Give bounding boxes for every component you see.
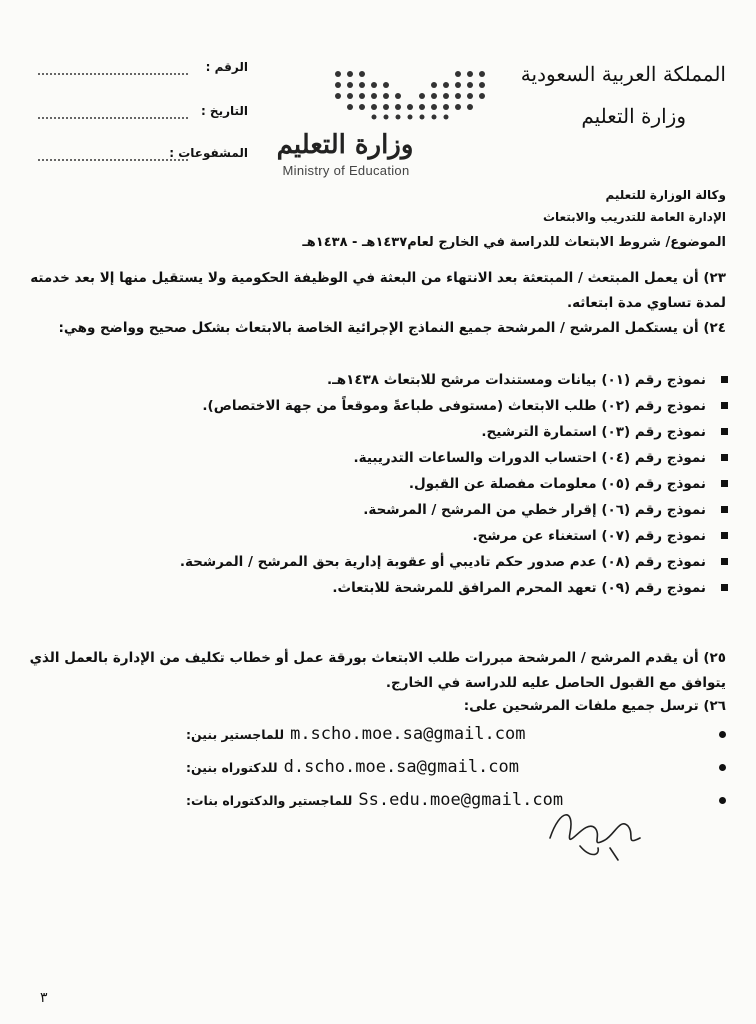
agency-line-1: وكالة الوزارة للتعليم — [605, 188, 726, 202]
handwritten-signature-icon — [540, 798, 660, 868]
logo-arabic-text: وزارة التعليم — [276, 130, 414, 160]
email-recipient-label: للماجستير والدكتوراه بنات: — [186, 792, 353, 808]
date-field — [38, 104, 248, 124]
list-item — [58, 550, 728, 574]
number-label: الرقم : — [205, 60, 248, 74]
list-item — [58, 394, 728, 418]
list-item — [58, 576, 728, 600]
list-item-text: نموذج رقم (٠٦) إقرار خطي من المرشح / المرشحة. — [363, 502, 706, 518]
forms-list — [58, 368, 728, 602]
list-item-text: نموذج رقم (٠٩) تعهد المحرم المرافق للمرشحة للابتعاث. — [332, 580, 706, 596]
date-field-line — [38, 117, 188, 119]
round-bullet-icon — [719, 764, 726, 771]
email-item-phd-male — [186, 753, 726, 781]
list-item-text: نموذج رقم (٠٤) احتساب الدورات والساعات التدريبية. — [353, 450, 706, 466]
attachments-label: المشفوعات : — [169, 146, 248, 160]
list-item-text: نموذج رقم (٠٨) عدم صدور حكم تاديبي أو عقوبة إدارية بحق المرشح / المرشحة. — [179, 554, 706, 570]
number-field-line — [38, 73, 188, 75]
item-26: ٢٦) ترسل جميع ملفات المرشحين على: — [463, 698, 726, 714]
attachments-field-line — [38, 159, 188, 161]
email-item-masters-male — [186, 720, 726, 748]
list-item — [58, 472, 728, 496]
list-item-text: نموذج رقم (٠١) بيانات ومستندات مرشح للابتعاث ١٤٣٨هـ. — [326, 372, 706, 388]
list-item — [58, 420, 728, 444]
list-item — [58, 446, 728, 470]
square-bullet-icon — [721, 558, 728, 565]
square-bullet-icon — [721, 480, 728, 487]
email-recipient-label: للماجستير بنين: — [186, 726, 285, 742]
attachments-field — [38, 146, 248, 166]
agency-line-2: الإدارة العامة للتدريب والابتعاث — [542, 210, 726, 224]
list-item-text: نموذج رقم (٠٥) معلومات مفصلة عن القبول. — [408, 476, 706, 492]
square-bullet-icon — [721, 506, 728, 513]
list-item-text: نموذج رقم (٠٢) طلب الابتعاث (مستوفى طباعةً وموقعاً من جهة الاختصاص). — [202, 398, 706, 414]
item-25: ٢٥) أن يقدم المرشح / المرشحة مبررات طلب الابتعاث بورقة عمل أو خطاب تكليف من الإدارة بالعمل الذي يتوافق مع القبول الحاصل عليه للدراسة في الخارج. — [29, 650, 726, 691]
subject-line: الموضوع/ شروط الابتعاث للدراسة في الخارج لعام١٤٣٧هـ - ١٤٣٨هـ — [302, 235, 726, 250]
email-address[interactable]: m.scho.moe.sa@gmail.com — [290, 724, 526, 744]
kingdom-title: المملكة العربية السعودية — [520, 62, 726, 86]
square-bullet-icon — [721, 532, 728, 539]
email-address[interactable]: d.scho.moe.sa@gmail.com — [283, 757, 519, 777]
square-bullet-icon — [721, 428, 728, 435]
round-bullet-icon — [719, 731, 726, 738]
list-item — [58, 498, 728, 522]
list-item — [58, 368, 728, 392]
date-label: التاريخ : — [200, 104, 248, 118]
square-bullet-icon — [721, 402, 728, 409]
square-bullet-icon — [721, 376, 728, 383]
list-item-text: نموذج رقم (٠٧) استغناء عن مرشح. — [472, 528, 706, 544]
email-address[interactable]: Ss.edu.moe@gmail.com — [358, 790, 564, 810]
item-24: ٢٤) أن يستكمل المرشح / المرشحة جميع النماذج الإجرائية الخاصة بالابتعاث بشكل صحيح وواضح وهي: — [58, 320, 726, 336]
round-bullet-icon — [719, 797, 726, 804]
agency-block — [543, 184, 726, 228]
number-field — [38, 60, 248, 80]
logo-english-text: Ministry of Education — [282, 163, 410, 178]
email-recipient-label: للدكتوراه بنين: — [186, 759, 278, 775]
square-bullet-icon — [721, 454, 728, 461]
ministry-title: وزارة التعليم — [581, 104, 686, 128]
ministry-logo-icon — [330, 64, 490, 120]
page-number: ٣ — [40, 990, 48, 1006]
list-item — [58, 524, 728, 548]
list-item-text: نموذج رقم (٠٣) استمارة الترشيح. — [481, 424, 706, 440]
square-bullet-icon — [721, 584, 728, 591]
item-23: ٢٣) أن يعمل المبتعث / المبتعثة بعد الانتهاء من البعثة في الوظيفة الحكومية ولا يستقيل منها إلا بعد خدمته لمدة تساوي مدة ابتعاثه. — [30, 270, 726, 311]
